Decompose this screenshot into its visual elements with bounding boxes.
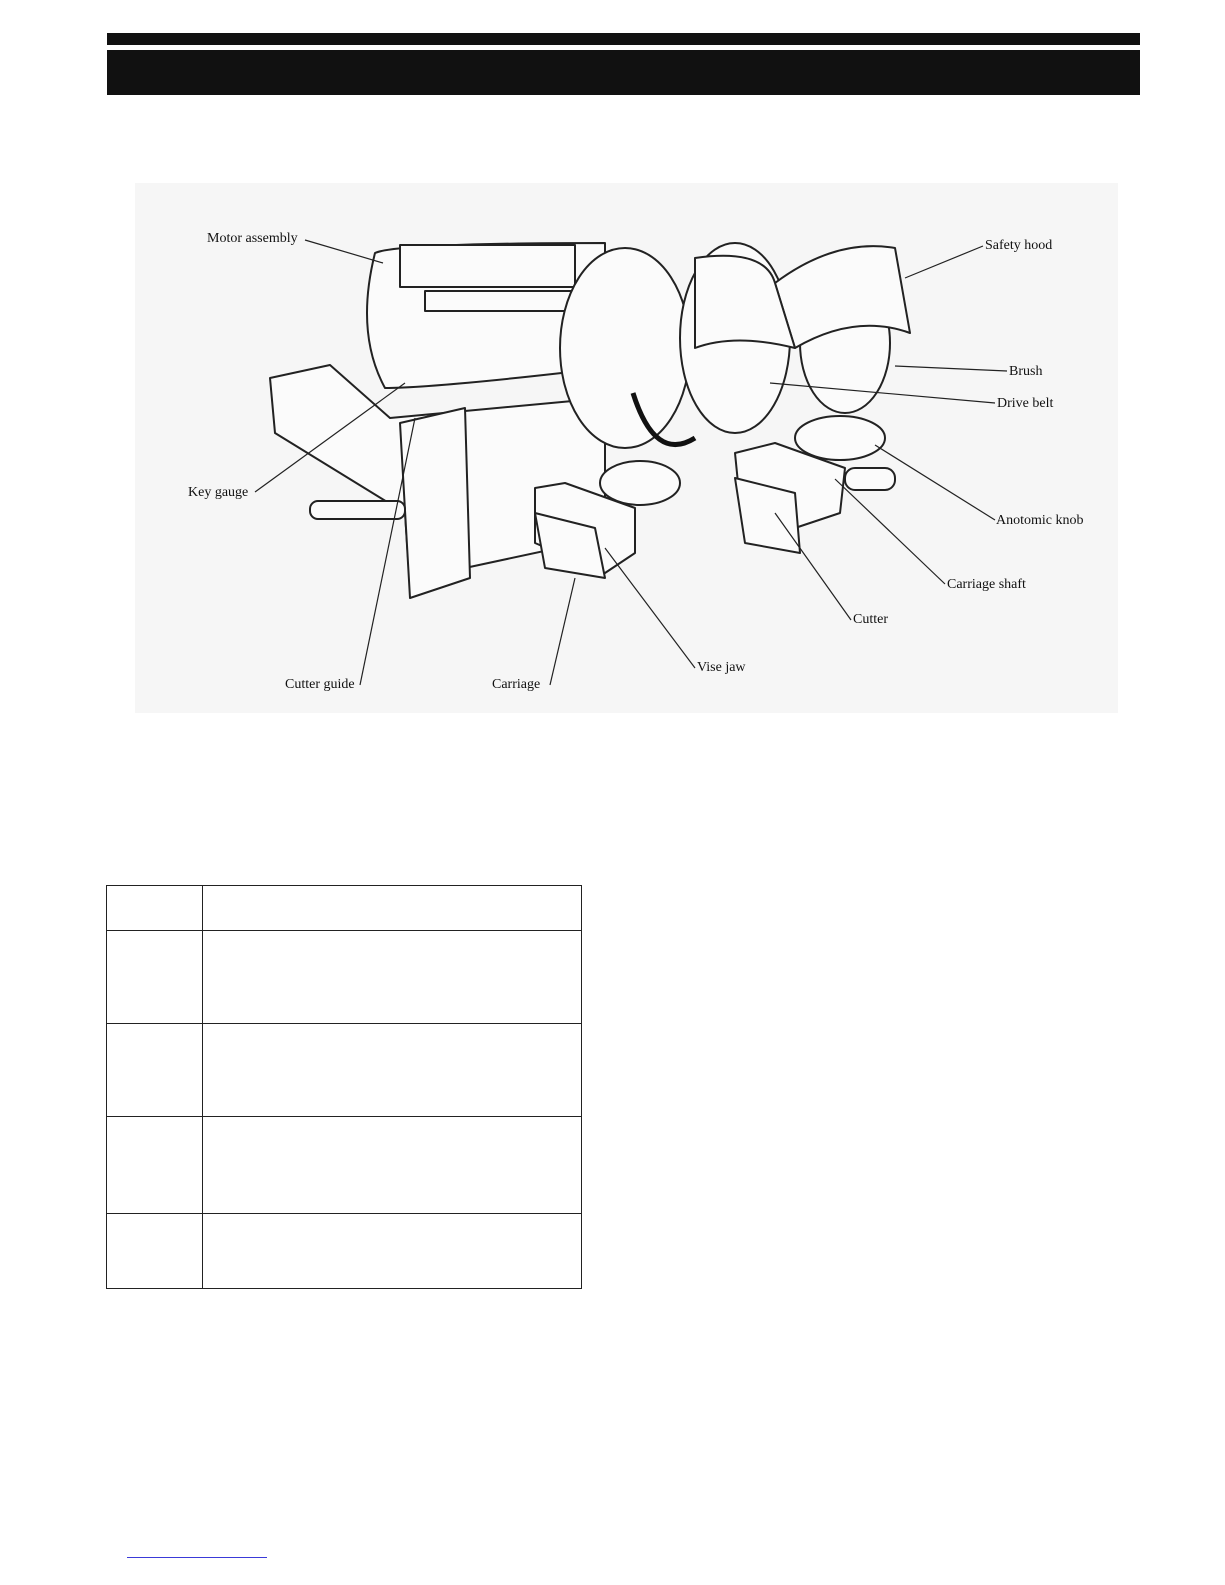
callout-anotomic-knob: Anotomic knob [996, 513, 1084, 528]
callout-carriage-shaft: Carriage shaft [947, 577, 1026, 592]
callout-cutter: Cutter [853, 612, 888, 627]
table-cell-value [203, 1024, 582, 1117]
callout-vise-jaw: Vise jaw [697, 660, 746, 675]
callout-safety-hood: Safety hood [985, 238, 1053, 253]
callout-cutter-guide: Cutter guide [285, 677, 355, 692]
machine-drawing [135, 183, 1118, 713]
top-rule [107, 33, 1140, 45]
footer-link[interactable] [127, 1557, 267, 1558]
callout-drive-belt: Drive belt [997, 396, 1054, 411]
table-cell-value [203, 1214, 582, 1289]
table-row [107, 1024, 582, 1117]
table-cell-label [107, 1117, 203, 1214]
callout-motor-assembly: Motor assembly [207, 231, 298, 246]
table-cell-value [203, 886, 582, 931]
table-row [107, 931, 582, 1024]
table-row [107, 1214, 582, 1289]
table-row [107, 1117, 582, 1214]
callout-brush: Brush [1009, 364, 1043, 379]
callout-key-gauge: Key gauge [188, 485, 249, 500]
callout-carriage: Carriage [492, 677, 541, 692]
machine-illustration [135, 183, 1118, 713]
table-cell-label [107, 886, 203, 931]
table-row [107, 886, 582, 931]
table-cell-value [203, 1117, 582, 1214]
spec-table [106, 885, 582, 1289]
table-cell-value [203, 931, 582, 1024]
table-cell-label [107, 1024, 203, 1117]
header-bar [107, 50, 1140, 95]
table-cell-label [107, 931, 203, 1024]
table-cell-label [107, 1214, 203, 1289]
